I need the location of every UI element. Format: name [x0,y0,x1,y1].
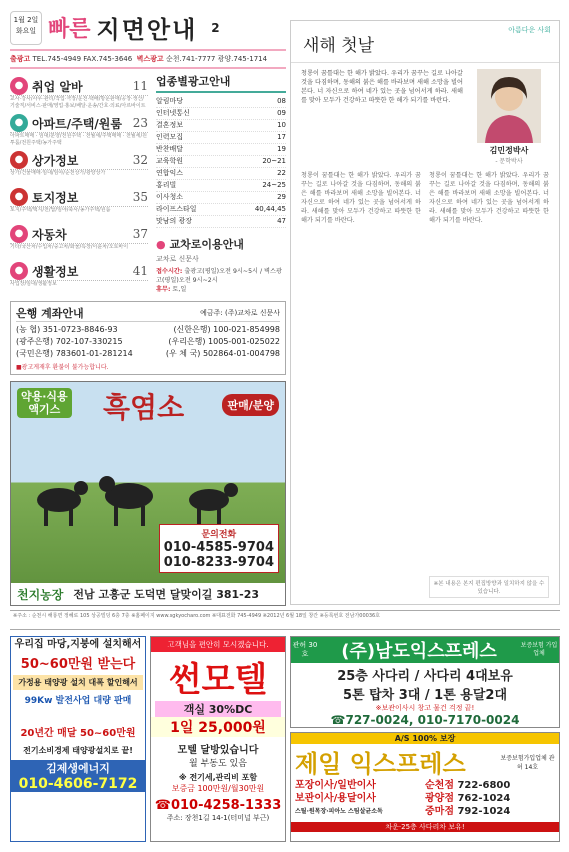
solar-l1: 우리집 마당,지붕에 설치해서 [14,639,142,650]
branch-contact: 순천.741-7777 광양.745-1714 [165,55,268,63]
category-icon: ● [10,151,28,169]
category-page: 11 [132,79,148,93]
index-item[interactable]: 알림마당 08 [156,96,286,108]
category-list [10,73,148,295]
page-number: 2 [211,20,220,35]
essay-col2: 청룡이 꿈틀대는 한 해가 밝았다. 우리가 꿈꾸는 길로 나아갈 것을 다짐하며, 동해의 붉은 해를 바라보며 새해 소망을 빌어본다. 너 자신으로 하여 네가 있는 곳을 넘어서게 하라. 새해를 맞아 모두가 건강하고 따뜻한 한 해가 되기를 바란다. [429,172,549,224]
motel-p2: 1일 25,000원 [151,717,285,737]
moving-ad-2: A/S 100% 보장 제일 익스프레스 보증보험가입업체 관허 14호 포장이사/일반이사 보관이사/용달이사 스틸·원목장·피아노 스팀살균소독 순천점 722-6800 광양점 762-1024 중마점 792-1024 차운·25층 사다리차 보유! [290,732,560,842]
index-item[interactable]: 라이프스타일 40,44,45 [156,204,286,216]
category-page: 32 [132,153,148,167]
category-page: 41 [132,264,148,278]
solar-ad [10,636,146,842]
solar-l3: 가정용 태양광 설치 대폭 할인해서 [13,675,143,690]
index-item[interactable]: 교육학원 20~21 [156,156,286,168]
date-line: 1월 2일 [13,15,39,24]
category-item[interactable] [10,114,148,147]
motel-p1: 객실 30%DC [155,701,281,717]
category-name: 취업 알바 [32,79,83,94]
bank-row: (농 협) 351-0723-8846-93 (신한은행) 100-021-854998 [16,325,280,334]
category-item[interactable] [10,151,148,184]
solar-l2: 50~60만원 받는다 [20,657,136,672]
author-box [469,69,549,165]
goat-ad [10,381,286,606]
move1-l3: ※보관이사시 창고 물건 걱정 끝! [375,704,475,712]
move2-s1: 포장이사/일반이사 [295,780,376,791]
move2-s3: 스틸·원목장·피아노 스팀살균소독 [295,808,383,815]
move2-as: A/S 100% 보장 [291,733,559,744]
info-icon: ● [156,238,166,251]
goat-footer [11,583,285,605]
essay-title: 새해 첫날 [291,21,559,63]
contact-line [10,49,286,69]
move1-phone: ☎727-0024, 010-7170-0024 [330,713,520,727]
motel-p6: 보증금 100만원/월30만원 [171,784,265,793]
index-title: 업종별광고안내 [156,73,286,93]
category-item[interactable] [10,225,148,258]
solar-l5: 20년간 매달 50~60만원 [20,728,136,739]
category-name: 자동차 [32,227,67,242]
category-name: 상가정보 [32,153,79,168]
category-item[interactable] [10,262,148,295]
solar-phone: 010-4606-7172 [11,776,145,792]
category-sub: 교사·강사/사무·관리/작업·극장/운전·택배/방문판매/공장·생산/기술직/서비스·판매/영업·홍보/배달·운송/간호·의료/아르바이트 [10,96,146,109]
essay-brand: 아름다운 사회 [508,26,551,34]
bank-row: (광주은행) 702-107-330215 (우리은행) 1005-001-025022 [16,337,280,346]
index-item[interactable]: 이사청소 29 [156,192,286,204]
index-item[interactable]: 홍리빌 24~25 [156,180,286,192]
farm-address: 전남 고흥군 도덕면 달맞이길 381-23 [73,588,260,601]
category-icon: ● [10,114,28,132]
bus-company: 교차로 신문사 [156,255,199,263]
author-sub: - 문학박사 [495,158,523,165]
index-item[interactable]: 인력모집 17 [156,132,286,144]
category-icon: ● [10,188,28,206]
move1-l2: 5톤 탑차 3대 / 1톤 용달2대 [342,688,508,703]
motel-top: 고객님을 편안히 모시겠습니다. [151,637,285,652]
category-name: 토지정보 [32,190,79,205]
motel-p3: 모텔 달방있습니다 [177,745,259,756]
sales-label: 출광고 [10,55,31,63]
motel-ad [150,636,286,842]
category-name: 생활정보 [32,264,79,279]
motel-phone: ☎010-4258-1333 [154,798,282,813]
index-item[interactable]: 결혼정보 10 [156,120,286,132]
category-sub: 토지/주택/택지/전/답/임야/축사/농가주택/원룸 [10,207,111,213]
move1-badge: 보증보험 가입업체 [520,642,558,657]
category-page: 37 [132,227,148,241]
category-icon: ● [10,225,28,243]
index-item[interactable]: 연합익스 22 [156,168,286,180]
date-badge [10,11,42,45]
move2-note: 차운·25층 사다리차 보유! [291,822,559,832]
logo: 빠른 [48,16,91,42]
page-title: 지면안내 [96,16,198,44]
category-name: 아파트/주택/원룸 [32,116,122,131]
goat-phones: 문의전화 010-4585-9704 010-8233-9704 [159,524,279,573]
essay-col1: 청룡이 꿈틀대는 한 해가 밝았다. 우리가 꿈꾸는 길로 나아갈 것을 다짐하며, 동해의 붉은 해를 바라보며 새해 소망을 빌어본다. 너 자신으로 하여 네가 있는 곳을 넘어서게 하라. 새해를 맞아 모두가 건강하고 따뜻한 한 해가 되기를 바란다. [301,172,421,224]
goat-name: 흑염소 [103,391,185,424]
move2-s2: 보관이사/용달이사 [295,793,376,804]
moving-ad-1 [290,636,560,728]
category-sub: 사업장/임대/생활정보 [10,281,57,287]
category-icon: ● [10,77,28,95]
bus-title: ● 교차로이용안내 [156,238,244,251]
solar-brand: 전기소비경제 태양광설치로 끝! [23,746,133,755]
move2-name: 제일 익스프레스 [295,750,466,778]
ad-index [156,73,286,295]
category-sub: 기타/국산차/수입차/중고차/화물/특장/이륜차/오토바이 [10,244,129,250]
solar-co: 김제생에너지 [11,760,145,776]
essay-column [290,20,560,605]
category-sub: 상가/건물매매·임대/임야/순천상가/광양상가 [10,170,106,176]
sales-contact: TEL.745-4949 FAX.745-3646 [32,55,133,63]
essay-intro: 청룡이 꿈틀대는 한 해가 밝았다. 우리가 꿈꾸는 길로 나아갈 것을 다짐하며, 동해의 붉은 해를 바라보며 새해 소망을 빌어본다. 너 자신으로 하여 네가 있는 곳을 넘어서게 하라. 새해를 맞아 모두가 건강하고 따뜻한 한 해가 되기를 바란다. [301,70,463,104]
left-column [10,10,286,606]
author-photo [477,69,541,143]
motel-name: 썬모텔 [168,660,268,700]
branch-label: 벽스광고 [136,55,164,63]
category-page: 23 [132,116,148,130]
bus-hours: 접수시간: 출광고(평일)오전 9시~5시 / 벽스광고(평일)오전 9시~2시 휴무: 토,일 [156,268,282,293]
goat-tags: 약용·식용 액기스 [17,388,72,418]
bank-title: 은행 계좌안내 [16,307,84,320]
index-item[interactable]: 인터넷통신 09 [156,108,286,120]
motel-p5: ※ 전기세,관리비 포함 [178,773,258,782]
author-name: 김민정박사 [489,146,529,155]
move1-name: (주)남도익스프레스 [341,641,497,662]
bank-row: (국민은행) 783601-01-281214 (우 체 국) 502864-01-004798 [16,349,280,358]
move1-label: 관허 30호 [292,641,318,658]
index-item[interactable]: 맛남의 광장 47 [156,216,286,228]
move2-badge: 보증보험가입업체 관허 14호 [500,754,555,771]
category-icon: ● [10,262,28,280]
info-bar: ※주소 : 순천시 해룡면 정혜로 105 상공빌딩 6층 7층 ※홈페이지 www.sgkyocharo.com ※대표전화 745-4949 ※2012년 6월 18일 창간 ※등록번호 전남가00036호 [10,610,560,630]
goats-image [19,460,279,530]
motel-addr: 주소: 장천1길 14-1(터미널 부근) [166,814,270,822]
page-header [10,10,286,45]
index-item[interactable]: 반찬배달 19 [156,144,286,156]
bank-note: ■광고게재후 환불이 불가능합니다. [16,364,109,371]
category-page: 35 [132,190,148,204]
move1-l1: 25층 사다리 / 사다리 4대보유 [337,669,513,684]
day-line: 화요일 [15,26,37,35]
goat-sale: 판매/분양 [222,394,279,416]
farm-name: 천지농장 [17,587,64,602]
essay-footer: ※본 내용은 본지 편집방향과 일치하지 않을 수 있습니다. [429,576,549,598]
motel-p4: 월 부동도 있음 [189,759,247,769]
category-sub: 아파트매매 · 임대/분양/전원주택 · 전월세/주택매매 · 전월세/원투룸/전원주택/농가주택 [10,133,147,146]
category-item[interactable] [10,77,148,110]
category-item[interactable] [10,188,148,221]
bank-owner: 예금주: (주)교차로 신문사 [200,309,280,317]
solar-l4: 99Kw 발전사업 대량 판매 [24,696,132,706]
bank-box [10,301,286,375]
